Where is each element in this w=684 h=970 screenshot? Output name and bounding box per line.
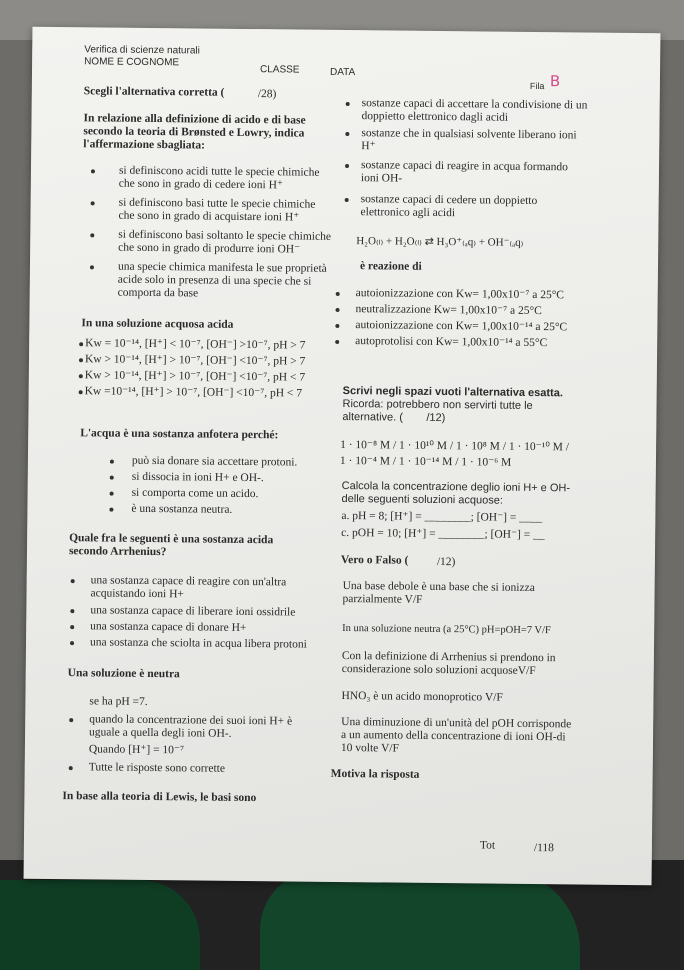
- q4-option: una sostanza capace di donare H+: [90, 620, 247, 635]
- test-sheet: [24, 27, 661, 886]
- q4-prompt-line: Quale fra le seguenti è una sostanza acida: [69, 532, 274, 547]
- q6-option: sostanze capaci di reagire in acqua formando: [360, 159, 569, 174]
- q1-prompt-line: secondo la teoria di Brønsted e Lowry, indica: [83, 125, 305, 140]
- total-score: /118: [533, 842, 554, 855]
- q7-option-bullet[interactable]: [335, 324, 339, 328]
- q1-option-bullet[interactable]: [91, 169, 95, 173]
- tf-statement[interactable]: Una diminuzione di un'unità del pOH corrisponde: [341, 716, 572, 731]
- section2-note2: alternative. (: [342, 411, 403, 424]
- tf-statement[interactable]: parzialmente V/F: [342, 593, 423, 606]
- q4-option-bullet[interactable]: [71, 579, 75, 583]
- q5-prompt: Una soluzione è neutra: [67, 667, 180, 681]
- section2-item-a[interactable]: a. pH = 8; [H⁺] = ________; [OH⁻] = ____: [341, 509, 543, 525]
- background-green-object: [260, 870, 580, 970]
- q3-option-bullet[interactable]: [110, 460, 114, 464]
- q2-option: Kw > 10⁻¹⁴, [H⁺] > 10⁻⁷, [OH⁻] <10⁻⁷, pH > 7: [84, 353, 306, 368]
- tf-statement[interactable]: a un aumento della concentrazione di ioni OH-di: [341, 729, 566, 744]
- q2-option: Kw > 10⁻¹⁴, [H⁺] > 10⁻⁷, [OH⁻] <10⁻⁷, pH < 7: [84, 369, 306, 384]
- q3-option: si dissocia in ioni H+ e OH-.: [131, 470, 264, 485]
- q1-option-bullet[interactable]: [90, 233, 94, 237]
- q3-option-bullet[interactable]: [110, 476, 114, 480]
- q7-equation: H₂O₍ₗ₎ + H₂O₍ₗ₎ ⇄ H₃O⁺₍ₐq₎ + OH⁻₍ₐq₎: [356, 235, 524, 249]
- q6-prompt: In base alla teoria di Lewis, le basi sono: [62, 790, 257, 805]
- date-label: DATA: [329, 66, 356, 79]
- q7-prompt: è reazione di: [359, 260, 422, 273]
- q1-option: che sono in grado di cedere ioni H⁺: [118, 177, 284, 192]
- q1-prompt-line: l'affermazione sbagliata:: [83, 138, 205, 152]
- q1-option-bullet[interactable]: [90, 265, 94, 269]
- section1-title: Scegli l'alternativa corretta (: [83, 85, 225, 99]
- name-label: NOME E COGNOME: [84, 56, 180, 69]
- tf-statement[interactable]: 10 volte V/F: [340, 742, 399, 755]
- section2-item-c[interactable]: c. pOH = 10; [H⁺] = ________; [OH⁻] = __: [341, 526, 545, 542]
- q6-option: elettronico agli acidi: [360, 206, 456, 220]
- fila-label: Fila: [529, 80, 545, 92]
- subject-title: Verifica di scienze naturali: [84, 44, 200, 57]
- q4-prompt-line: secondo Arrhenius?: [68, 545, 167, 559]
- q4-option: una sostanza che sciolta in acqua libera protoni: [89, 636, 307, 651]
- q5-option-bullet[interactable]: [69, 766, 73, 770]
- q4-option: acquistando ioni H+: [90, 587, 184, 601]
- q5-option: quando la concentrazione dei suoi ioni H+ è: [89, 713, 293, 728]
- q6-option-bullet[interactable]: [346, 102, 350, 106]
- section2-instruction: delle seguenti soluzioni acquose:: [341, 492, 504, 507]
- section2-alternatives: 1 · 10⁻⁸ M / 1 · 10¹⁰ M / 1 · 10⁸ M / 1 · 10⁻¹⁰ M /: [340, 438, 570, 454]
- q3-option: può sia donare sia accettare protoni.: [131, 454, 298, 469]
- q7-option: autoionizzazione con Kw= 1,00x10⁻⁷ a 25°C: [355, 287, 565, 302]
- q6-option: sostanze capaci di cedere un doppietto: [360, 193, 538, 208]
- q6-option: sostanze capaci di accettare la condivisione di un: [361, 97, 588, 112]
- tf-statement[interactable]: considerazione solo soluzioni acquoseV/F: [341, 663, 536, 678]
- q5-option: uguale a quella degli ioni OH-.: [89, 726, 232, 740]
- fila-handwritten-value: B: [549, 72, 561, 91]
- q3-option: è una sostanza neutra.: [131, 502, 233, 516]
- q5-option: Tutte le risposte sono corrette: [88, 761, 226, 775]
- q1-option-bullet[interactable]: [91, 201, 95, 205]
- q3-option: si comporta come un acido.: [131, 486, 259, 501]
- q2-option: Kw =10⁻¹⁴, [H⁺] > 10⁻⁷, [OH⁻] <10⁻⁷, pH < 7: [84, 385, 303, 400]
- q5-option: se ha pH =7.: [89, 695, 148, 708]
- q4-option: una sostanza capace di reagire con un'altra: [90, 574, 287, 589]
- q2-prompt: In una soluzione acquosa acida: [81, 317, 234, 331]
- q1-option: si definiscono basi soltanto le specie chimiche: [118, 228, 332, 243]
- q1-option: che sono in grado di acquistare ioni H⁺: [118, 209, 300, 224]
- q2-option-bullet[interactable]: [79, 342, 83, 346]
- section2-title: Scrivi negli spazi vuoti l'alternativa esatta.: [342, 385, 563, 400]
- q4-option-bullet[interactable]: [70, 641, 74, 645]
- q3-option-bullet[interactable]: [110, 492, 114, 496]
- q1-option: una specie chimica manifesta le sue proprietà: [117, 260, 327, 275]
- q3-prompt: L'acqua è una sostanza anfotera perché:: [80, 427, 279, 442]
- q1-option: comporta da base: [117, 286, 199, 300]
- tf-statement[interactable]: HNO₃ è un acido monoprotico V/F: [341, 690, 503, 704]
- tf-statement[interactable]: Una base debole è una base che si ionizza: [342, 580, 535, 595]
- q1-option: acide solo in presenza di una specie che si: [117, 273, 312, 288]
- section3-score: /12): [436, 555, 456, 569]
- class-label: CLASSE: [259, 64, 300, 76]
- total-label: Tot: [479, 839, 496, 852]
- section2-score: /12): [426, 411, 446, 425]
- q2-option: Kw = 10⁻¹⁴, [H⁺] < 10⁻⁷, [OH⁻] >10⁻⁷, pH > 7: [85, 337, 306, 352]
- section2-instruction: Calcola la concentrazione deglio ioni H+ e OH-: [341, 479, 571, 495]
- section3-title: Vero o Falso (: [340, 553, 409, 567]
- q1-prompt-line: In relazione alla definizione di acido e di base: [83, 112, 306, 127]
- q1-option: si definiscono acidi tutte le specie chimiche: [118, 164, 320, 179]
- q6-option-bullet[interactable]: [345, 132, 349, 136]
- q2-option-bullet[interactable]: [79, 374, 83, 378]
- motivate-label: Motiva la risposta: [330, 767, 420, 781]
- q5-option: Quando [H⁺] = 10⁻⁷: [88, 743, 185, 757]
- background-green-object: [0, 880, 200, 970]
- q6-option-bullet[interactable]: [345, 164, 349, 168]
- q2-option-bullet[interactable]: [79, 358, 83, 362]
- section2-note: Ricorda: potrebbero non servirti tutte le: [342, 398, 533, 412]
- q3-option-bullet[interactable]: [109, 508, 113, 512]
- tf-statement[interactable]: In una soluzione neutra (a 25°C) pH=pOH=7 V/F: [342, 623, 551, 637]
- q6-option: sostanze che in qualsiasi solvente liberano ioni: [361, 127, 577, 142]
- q2-option-bullet[interactable]: [79, 390, 83, 394]
- q7-option: neutralizzazione Kw= 1,00x10⁻⁷ a 25°C: [355, 303, 542, 318]
- q7-option-bullet[interactable]: [336, 292, 340, 296]
- q6-option: ioni OH-: [360, 172, 403, 185]
- q1-option: si definiscono basi tutte le specie chimiche: [118, 196, 316, 211]
- q4-option: una sostanza capace di liberare ioni ossidrile: [90, 604, 296, 619]
- q7-option-bullet[interactable]: [335, 340, 339, 344]
- q6-option-bullet[interactable]: [345, 198, 349, 202]
- q6-option: doppietto elettronico dagli acidi: [361, 110, 509, 124]
- section2-alternatives: 1 · 10⁻⁴ M / 1 · 10⁻¹⁴ M / 1 · 10⁻⁶ M: [339, 454, 512, 469]
- q7-option-bullet[interactable]: [336, 308, 340, 312]
- q7-option: autoionizzazione con Kw= 1,00x10⁻¹⁴ a 25°C: [355, 319, 568, 334]
- q4-option-bullet[interactable]: [70, 609, 74, 613]
- q6-option: H⁺: [361, 140, 376, 153]
- section1-score: /28): [257, 88, 277, 101]
- q1-option: che sono in grado di produrre ioni OH⁻: [118, 241, 301, 256]
- tf-statement[interactable]: Con la definizione di Arrhenius si prendono in: [341, 650, 556, 665]
- q4-option-bullet[interactable]: [70, 625, 74, 629]
- q7-option: autoprotolisi con Kw= 1,00x10⁻¹⁴ a 55°C: [355, 335, 548, 350]
- q5-option-bullet[interactable]: [69, 718, 73, 722]
